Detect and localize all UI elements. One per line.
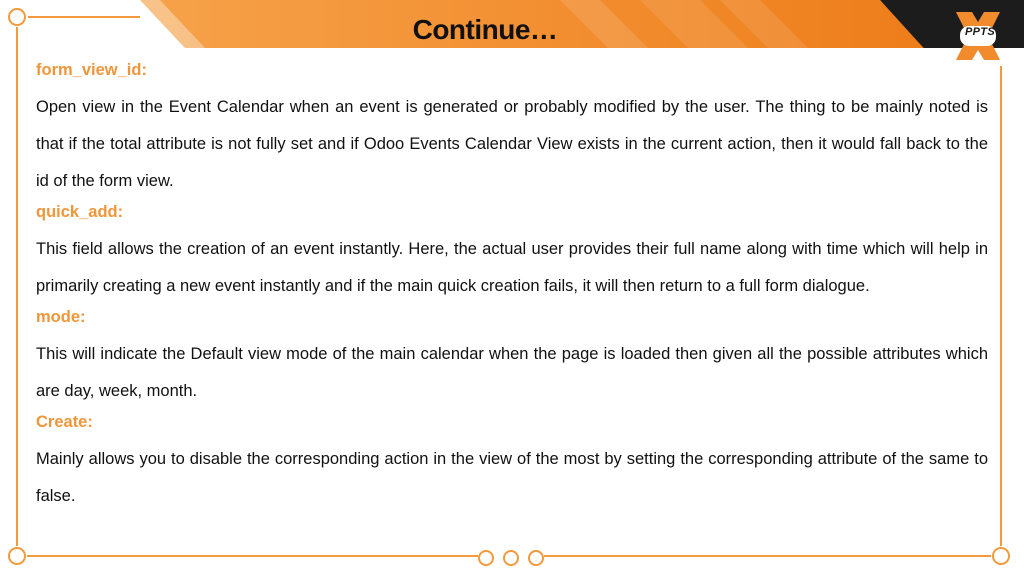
page-title: Continue…: [412, 14, 558, 45]
section-heading: Create:: [36, 413, 93, 431]
section-heading: form_view_id:: [36, 61, 147, 79]
frame-circle-bottom-left: [9, 548, 25, 564]
section-mode: [36, 307, 988, 410]
frame-circle-bottom-1: [479, 551, 493, 565]
section-body: Open view in the Event Calendar when an event is generated or probably modified by the user. The thing to be mainly noted is that if the total attribute is not fully set and if Odoo Events Calendar View exists in the current action, then it would fall back to the id of the form view.: [36, 98, 988, 190]
section-body: This field allows the creation of an event instantly. Here, the actual user provides their full name along with time which will help in primarily creating a new event instantly and if the main quick creation fails, it will then return to a full form dialogue.: [36, 240, 988, 295]
frame-circle-bottom-right: [993, 548, 1009, 564]
section-heading: quick_add:: [36, 203, 124, 221]
frame-circle-bottom-3: [529, 551, 543, 565]
section-body: This will indicate the Default view mode of the main calendar when the page is loaded then given all the possible attributes which are day, week, month.: [36, 345, 988, 400]
section-quick-add: [36, 202, 988, 305]
section-form-view-id: [36, 60, 988, 200]
section-create: [36, 412, 988, 515]
logo-text: PPTS: [965, 26, 995, 38]
section-heading: mode:: [36, 308, 86, 326]
section-body: Mainly allows you to disable the corresponding action in the view of the most by setting the corresponding attribute of the same to false.: [36, 450, 988, 505]
content-body: [36, 60, 988, 515]
frame-circle-bottom-2: [504, 551, 518, 565]
